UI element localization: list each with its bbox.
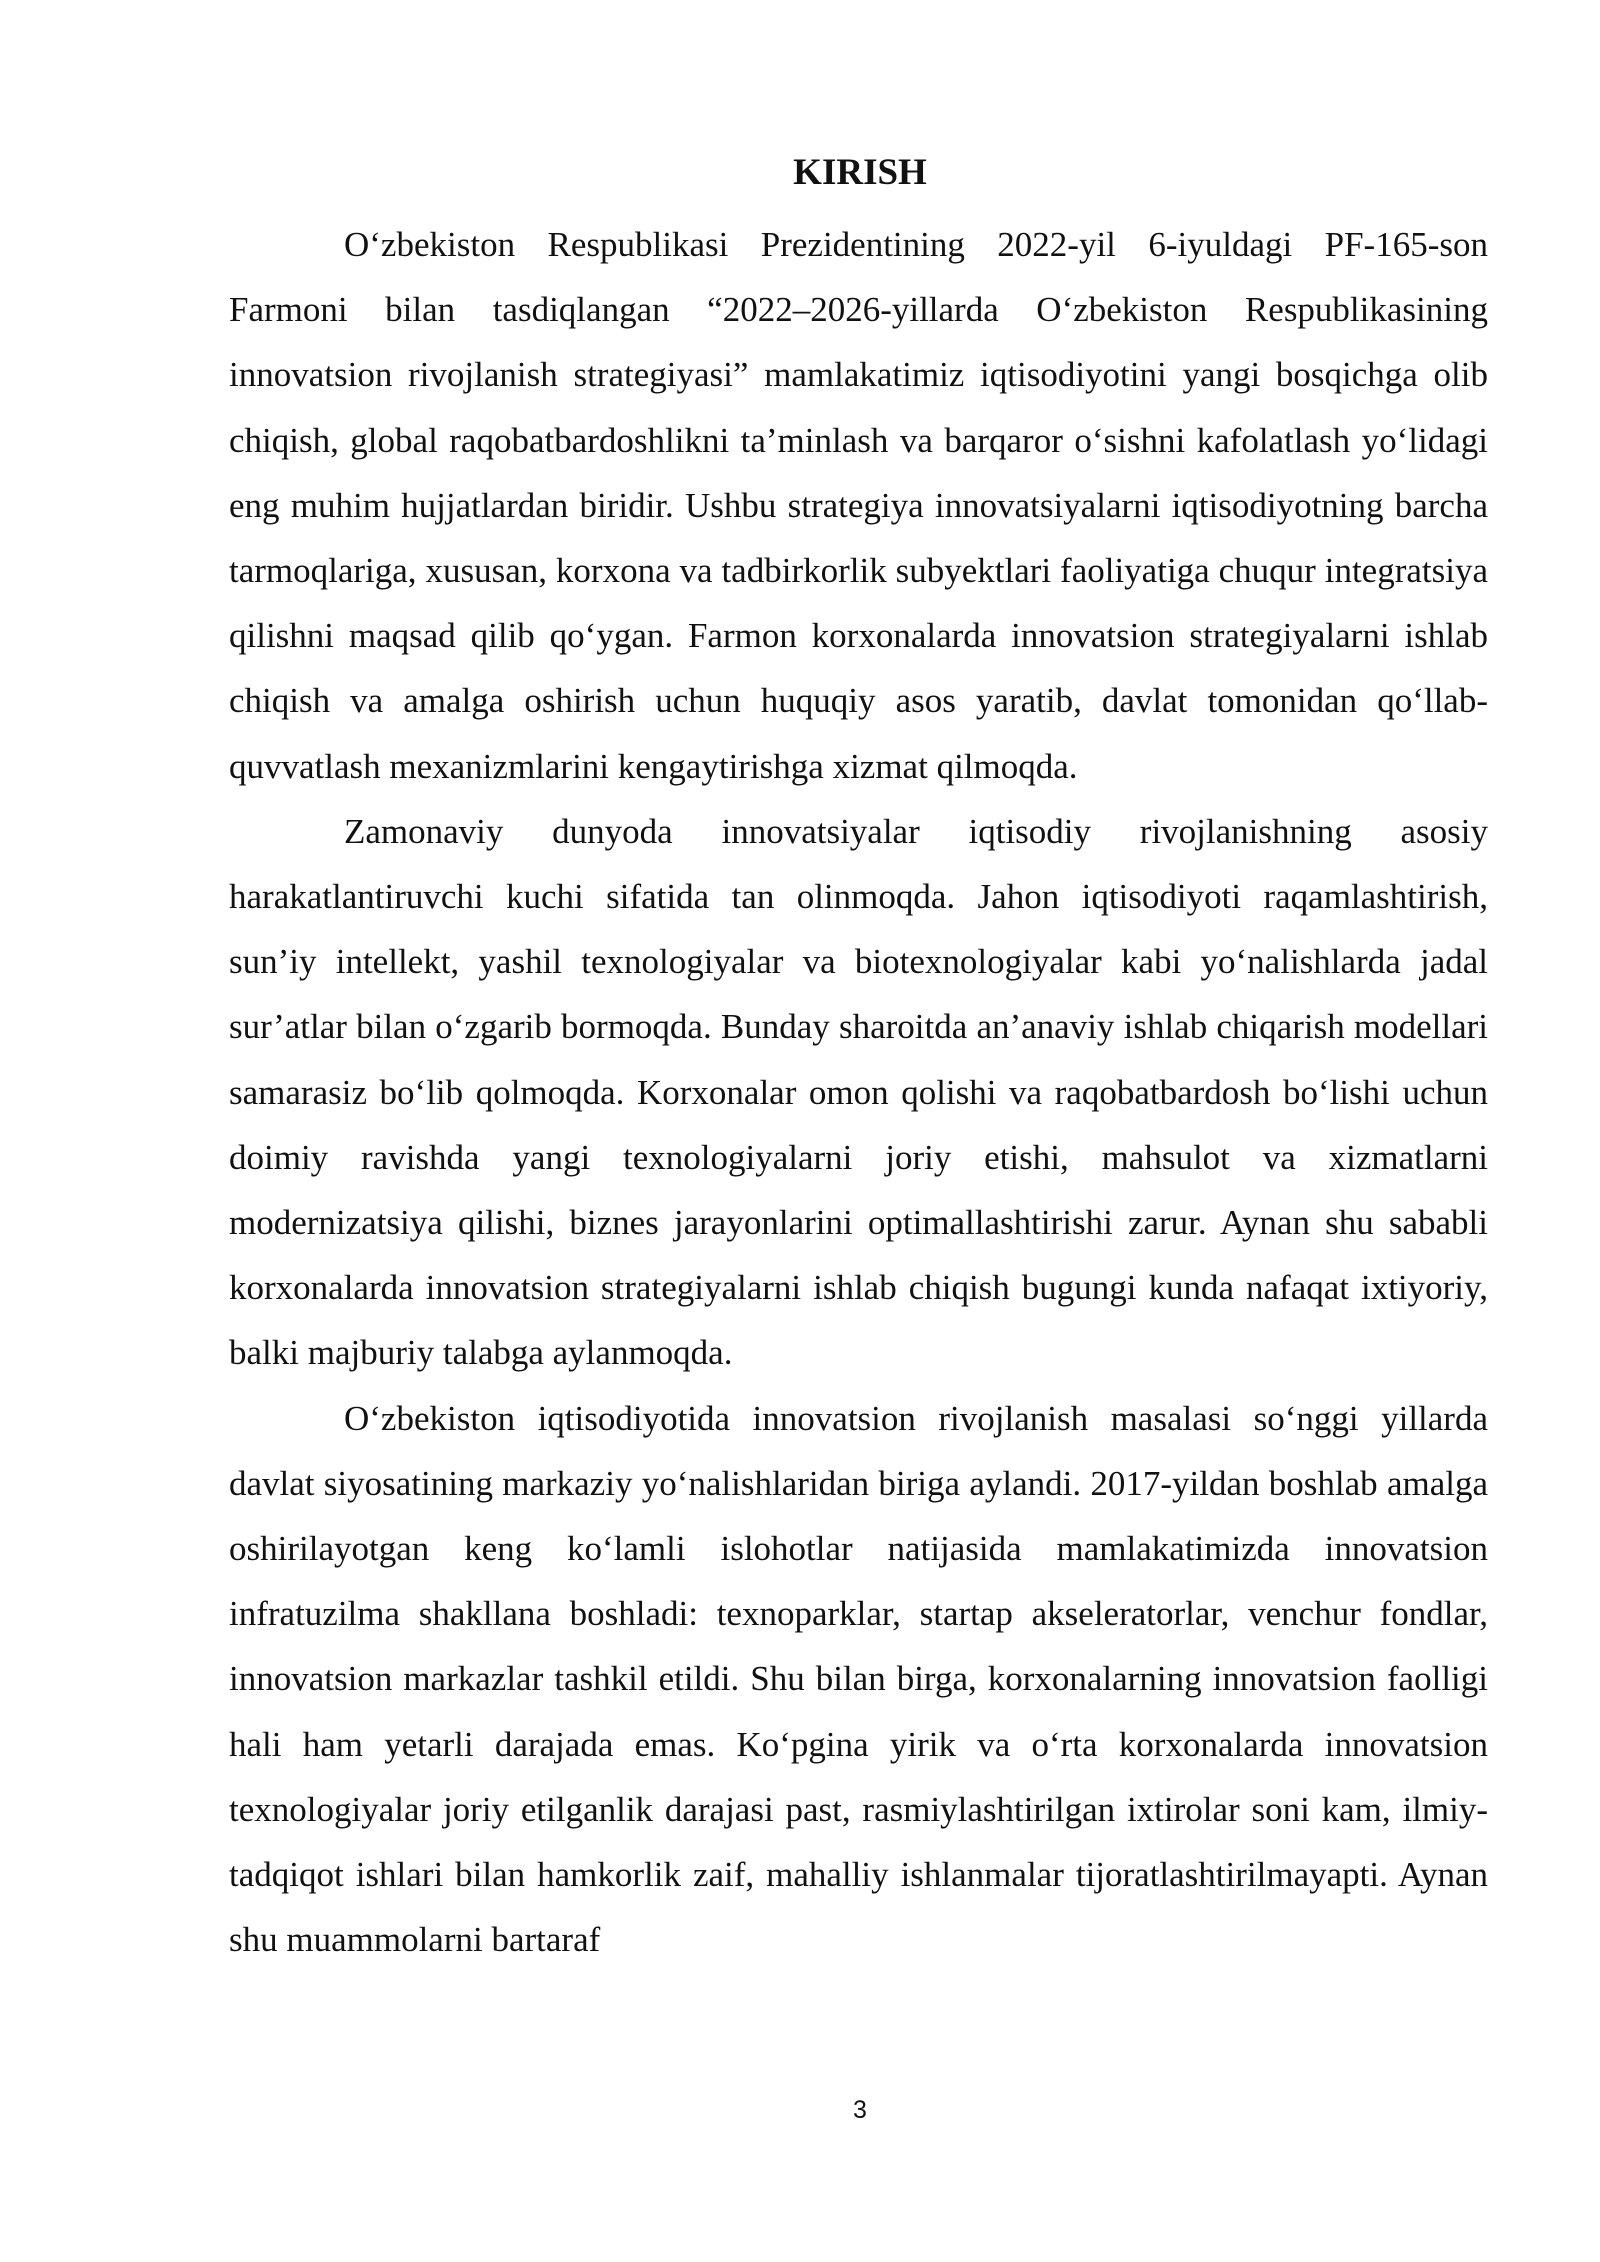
section-heading: KIRISH [793,152,927,193]
paragraph-3: O‘zbekiston iqtisodiyotida innovatsion rivojlanish masalasi so‘nggi yillarda davlat siyosatining markaziy yo‘nalishlaridan biriga aylandi. 2017-yildan boshlab amalga oshirilayotgan keng ko‘lamli islohotlar natijasida mamlakatimizda innovatsion infratuzilma shakllana boshladi: texnoparklar, startap akseleratorlar, venchur fondlar, innovatsion markazlar tashkil etildi. Shu bilan birga, korxonalarning innovatsion faolligi hali ham yetarli darajada emas. Ko‘pgina yirik va o‘rta korxonalarda innovatsion texnologiyalar joriy etilganlik darajasi past, rasmiylashtirilgan ixtirolar soni kam, ilmiy-tadqiqot ishlari bilan hamkorlik zaif, mahalliy ishlanmalar tijoratlashtirilmayapti. Aynan shu muammolarni bartaraf [229,1398,1488,1960]
page-number: 3 [853,2096,867,2124]
body-text [229,212,1488,1972]
paragraph-1: O‘zbekiston Respublikasi Prezidentining 2022-yil 6-iyuldagi PF-165-son Farmoni bilan tasdiqlangan “2022–2026-yillarda O‘zbekiston Respublikasining innovatsion rivojlanish strategiyasi” mamlakatimiz iqtisodiyotini yangi bosqichga olib chiqish, global raqobatbardoshlikni ta’minlash va barqaror o‘sishni kafolatlash yo‘lidagi eng muhim hujjatlardan biridir. Ushbu strategiya innovatsiyalarni iqtisodiyotning barcha tarmoqlariga, xususan, korxona va tadbirkorlik subyektlari faoliyatiga chuqur integratsiya qilishni maqsad qilib qo‘ygan. Farmon korxonalarda innovatsion strategiyalarni ishlab chiqish va amalga oshirish uchun huquqiy asos yaratib, davlat tomonidan qo‘llab-quvvatlash mexanizmlarini kengaytirishga xizmat qilmoqda. [229,225,1488,786]
paragraph-2: Zamonaviy dunyoda innovatsiyalar iqtisodiy rivojlanishning asosiy harakatlantiruvchi kuchi sifatida tan olinmoqda. Jahon iqtisodiyoti raqamlashtirish, sun’iy intellekt, yashil texnologiyalar va biotexnologiyalar kabi yo‘nalishlarda jadal sur’atlar bilan o‘zgarib bormoqda. Bunday sharoitda an’anaviy ishlab chiqarish modellari samarasiz bo‘lib qolmoqda. Korxonalar omon qolishi va raqobatbardosh bo‘lishi uchun doimiy ravishda yangi texnologiyalarni joriy etishi, mahsulot va xizmatlarni modernizatsiya qilishi, biznes jarayonlarini optimallashtirishi zarur. Aynan shu sababli korxonalarda innovatsion strategiyalarni ishlab chiqish bugungi kunda nafaqat ixtiyoriy, balki majburiy talabga aylanmoqda. [229,811,1488,1373]
